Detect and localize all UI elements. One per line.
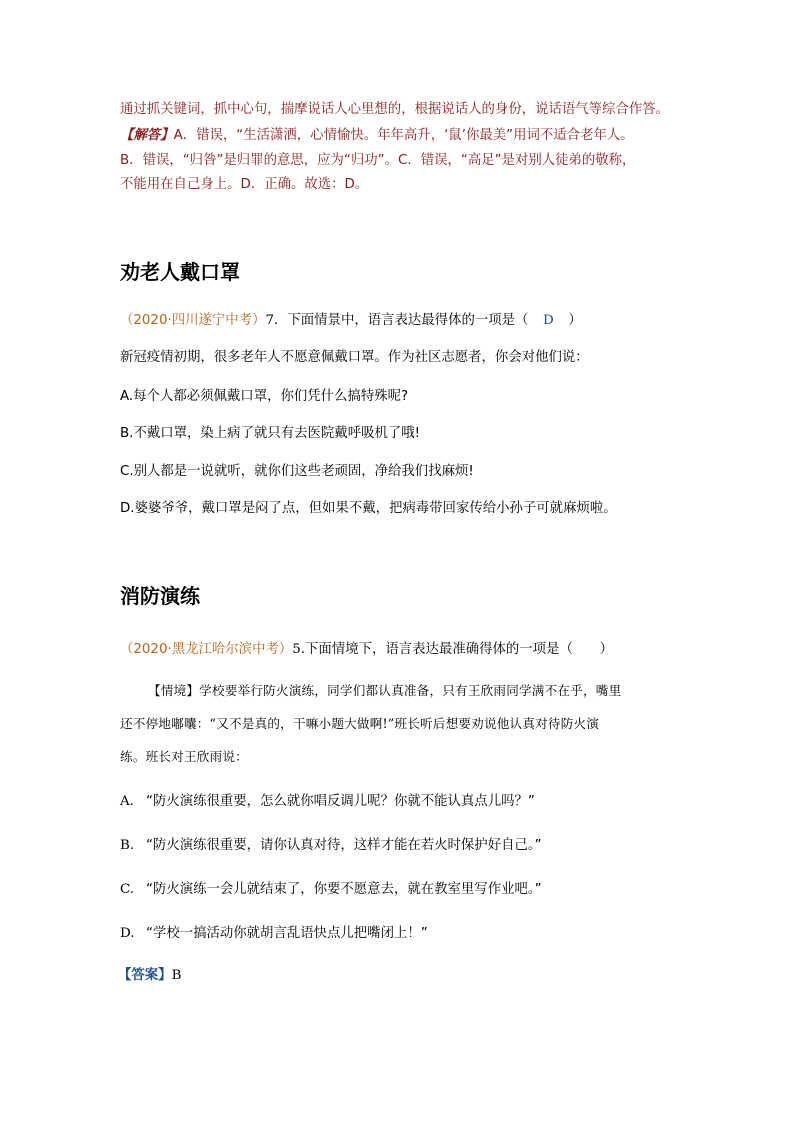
question-7: [120, 309, 582, 328]
question-source: （2020·四川遂宁中考）: [120, 313, 266, 328]
answer-label: 【答案】: [118, 968, 172, 983]
answer-tag: 【解答】: [120, 128, 174, 143]
situation-line-2: 还不停地嘟囔：“又不是真的，干嘛小题大做啊!”班长听后想要劝说他认真对待防火演: [120, 716, 600, 731]
question-close: ）: [568, 313, 582, 328]
question-context: 新冠疫情初期，很多老年人不愿意佩戴口罩。作为社区志愿者，你会对他们说：: [120, 350, 589, 365]
option-d: [120, 922, 428, 941]
answer-line: [118, 964, 181, 983]
option-letter: B.: [120, 838, 135, 853]
option-c: C.别人都是一说就听，就你们这些老顽固，净给我们找麻烦!: [120, 464, 474, 479]
option-letter: C.: [120, 882, 135, 897]
option-c: [120, 878, 542, 897]
option-text: “防火演练很重要，怎么就你唱反调儿呢？你就不能认真点儿吗？”: [146, 794, 535, 809]
option-text: “防火演练很重要，请你认真对待，这样才能在若火时保护好自己。”: [146, 838, 542, 853]
option-a: A.每个人都必须佩戴口罩，你们凭什么搞特殊呢?: [120, 389, 409, 404]
situation-line-1: 【情境】学校要举行防火演练，同学们都认真准备，只有王欣雨同学满不在乎，嘴里: [148, 683, 622, 698]
section-title-masks: 劝老人戴口罩: [120, 260, 240, 284]
analysis-line-2-text: A．错误，“生活潇洒，心情愉快。年年高升，‘鼠’你最美”用词不适合老年人。: [173, 128, 634, 143]
option-a: [120, 790, 535, 809]
question-5: [120, 638, 613, 657]
option-b: [120, 834, 542, 853]
analysis-line-4: 不能用在自己身上。D．正确。故选：D。: [120, 177, 369, 192]
option-letter: A.: [120, 794, 134, 809]
option-text: “防火演练一会儿就结束了，你要不愿意去，就在教室里写作业吧。”: [146, 882, 542, 897]
option-d: D.婆婆爷爷，戴口罩是闷了点，但如果不戴，把病毒带回家传给小孙子可就麻烦啦。: [120, 501, 617, 516]
option-b: B.不戴口罩，染上病了就只有去医院戴呼吸机了哦!: [120, 426, 421, 441]
analysis-line-1: 通过抓关键词，抓中心句，揣摩说话人心里想的，根据说话人的身份，说话语气等综合作答。: [120, 102, 670, 117]
option-letter: D.: [120, 926, 135, 941]
analysis-line-3: B．错误，“归咎”是归罪的意思，应为“归功”。C．错误，“高足”是对别人徒弟的敬称，: [120, 153, 636, 168]
section-title-fire-drill: 消防演练: [120, 584, 200, 608]
answer-value: B: [171, 968, 182, 983]
analysis-line-2: [120, 124, 634, 143]
question-answer: D: [543, 313, 554, 328]
option-text: “学校一搞活动你就胡言乱语快点儿把嘴闭上！”: [146, 926, 428, 941]
question-source: （2020·黑龙江哈尔滨中考）: [120, 642, 293, 657]
question-stem: 5.下面情境下，语言表达最准确得体的一项是（ ）: [292, 642, 614, 657]
question-stem: 7．下面情景中，语言表达最得体的一项是（: [265, 313, 529, 328]
situation-line-3: 练。班长对王欣雨说：: [120, 749, 248, 764]
